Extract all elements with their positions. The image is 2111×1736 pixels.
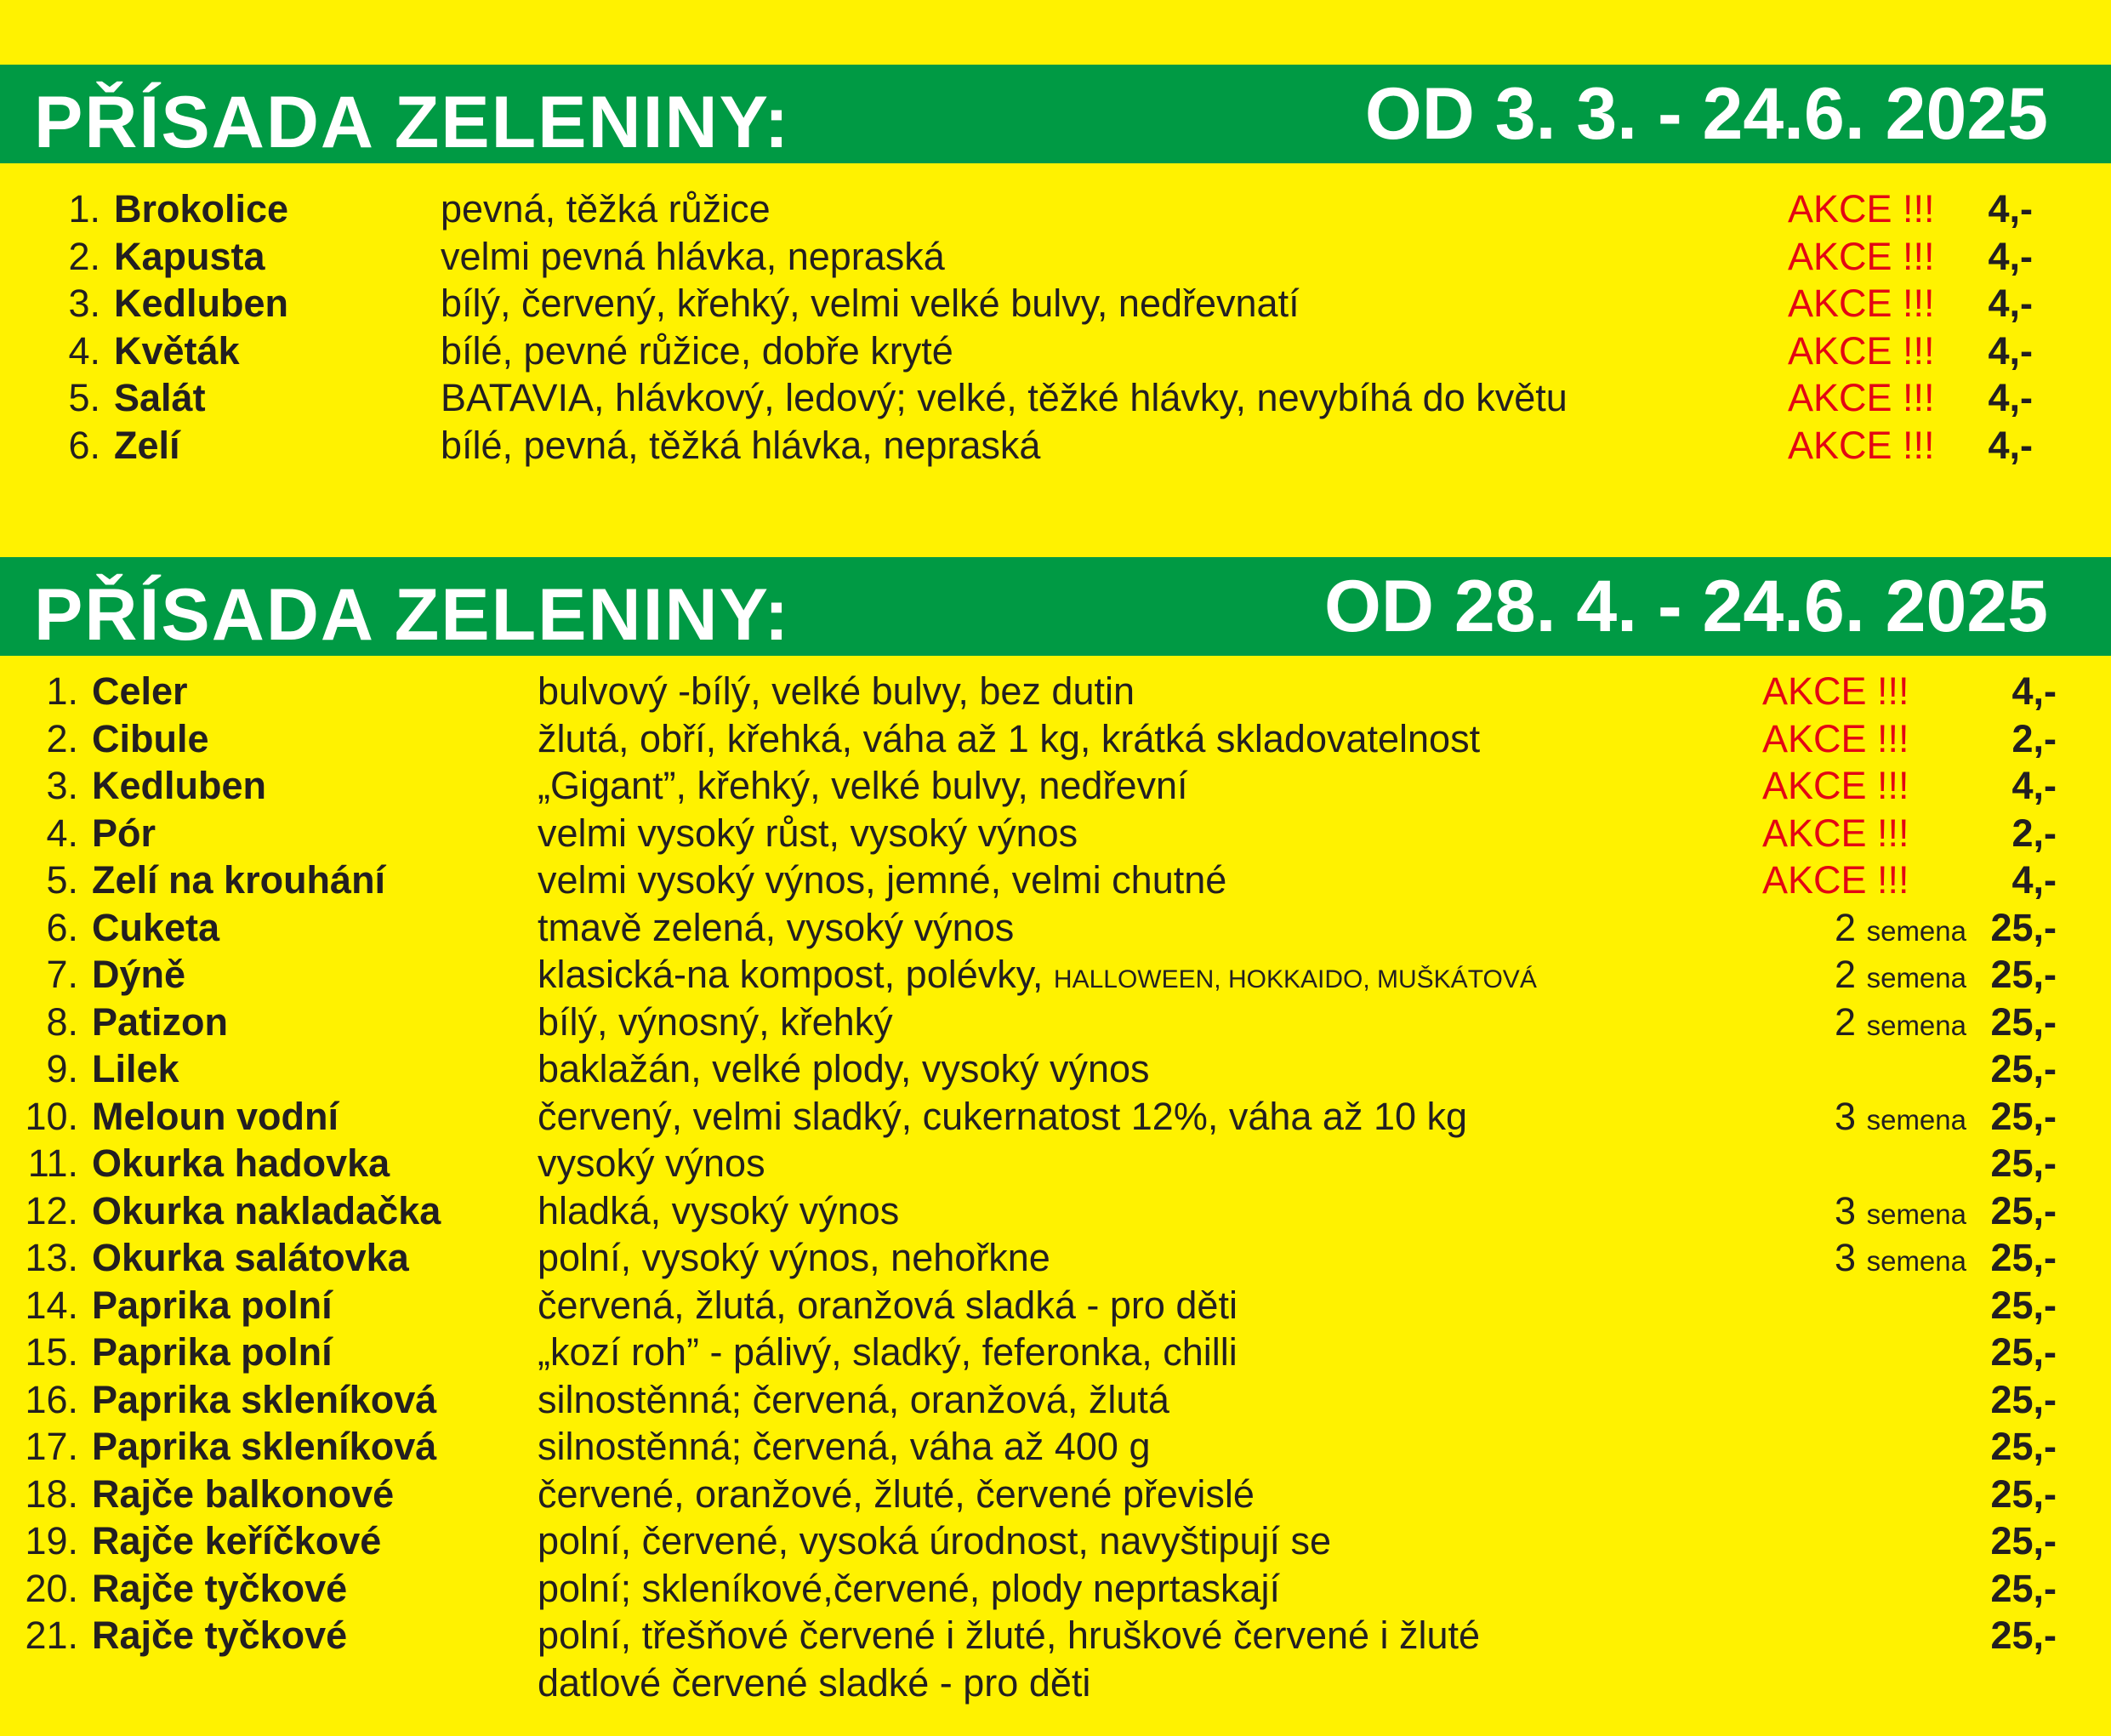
item-price: 4,- bbox=[1988, 282, 2033, 326]
item-description bbox=[538, 1329, 1238, 1375]
item-description bbox=[538, 1045, 1150, 1092]
promo-label: AKCE !!! bbox=[1762, 669, 1909, 713]
list-item bbox=[0, 1234, 2111, 1281]
item-number: 16. bbox=[25, 1377, 78, 1421]
item-price: 25,- bbox=[1990, 905, 2057, 949]
list-item bbox=[0, 374, 2111, 421]
seed-count bbox=[1744, 1093, 1966, 1143]
promo-label: AKCE !!! bbox=[1788, 376, 1935, 420]
item-price: 25,- bbox=[1990, 1614, 2057, 1657]
seed-count-number: 2 bbox=[1835, 999, 1857, 1044]
item-description bbox=[538, 1423, 1150, 1470]
list-item bbox=[0, 1140, 2111, 1187]
seed-count-word: semena bbox=[1866, 914, 1966, 947]
item-name: Brokolice bbox=[114, 187, 289, 231]
item-number: 3. bbox=[46, 764, 78, 807]
seed-count bbox=[1744, 1187, 1966, 1238]
item-description bbox=[441, 280, 1300, 327]
item-number: 1. bbox=[46, 669, 78, 713]
list-item bbox=[0, 1659, 2111, 1706]
promo-label: AKCE !!! bbox=[1762, 811, 1909, 855]
list-item bbox=[0, 185, 2111, 232]
item-price: 25,- bbox=[1990, 1283, 2057, 1327]
seed-count bbox=[1744, 999, 1966, 1049]
item-description-text: klasická-na kompost, polévky, bbox=[538, 953, 1044, 996]
item-description bbox=[538, 1659, 1090, 1706]
item-price: 25,- bbox=[1990, 1377, 2057, 1421]
item-description-text: pevná, těžká růžice bbox=[441, 187, 771, 231]
item-description bbox=[538, 1140, 765, 1187]
list-item bbox=[0, 999, 2111, 1045]
list-item bbox=[0, 904, 2111, 951]
item-description-text: datlové červené sladké - pro děti bbox=[538, 1660, 1091, 1705]
seed-count-word: semena bbox=[1866, 1009, 1966, 1041]
item-number: 2. bbox=[46, 716, 78, 760]
item-number: 20. bbox=[25, 1566, 78, 1610]
item-name: Rajče keříčkové bbox=[92, 1519, 382, 1562]
list-item bbox=[0, 1612, 2111, 1659]
item-price: 25,- bbox=[1990, 1094, 2057, 1138]
item-description bbox=[538, 1187, 899, 1234]
item-number: 6. bbox=[68, 424, 100, 467]
item-description bbox=[441, 327, 953, 374]
item-price: 25,- bbox=[1990, 1141, 2057, 1185]
item-name: Celer bbox=[92, 669, 188, 713]
item-name: Patizon bbox=[92, 999, 229, 1044]
item-name: Květák bbox=[114, 328, 240, 373]
item-number: 4. bbox=[68, 328, 100, 373]
item-description-text: bulvový -bílý, velké bulvy, bez dutin bbox=[538, 669, 1135, 713]
list-item bbox=[0, 1093, 2111, 1140]
seed-count-number: 2 bbox=[1835, 905, 1857, 949]
item-price: 2,- bbox=[2011, 811, 2057, 855]
item-name: Meloun vodní bbox=[92, 1094, 339, 1138]
item-description bbox=[538, 810, 1078, 857]
item-name: Zelí na krouhání bbox=[92, 858, 386, 902]
list-item bbox=[0, 857, 2111, 903]
item-price: 25,- bbox=[1990, 953, 2057, 996]
item-name: Okurka nakladačka bbox=[92, 1188, 441, 1232]
list-item bbox=[0, 233, 2111, 280]
item-price: 4,- bbox=[2011, 764, 2057, 807]
item-name: Kapusta bbox=[114, 234, 265, 278]
item-description bbox=[538, 951, 1537, 1003]
section-2-title: PŘÍSADA ZELENINY: bbox=[34, 574, 791, 656]
seed-count-number: 2 bbox=[1835, 953, 1857, 996]
item-description bbox=[538, 762, 1188, 809]
item-description bbox=[538, 1565, 1280, 1612]
item-description bbox=[538, 668, 1135, 714]
item-description bbox=[538, 857, 1226, 903]
list-item bbox=[0, 422, 2111, 469]
item-name: Lilek bbox=[92, 1047, 179, 1090]
item-number: 4. bbox=[46, 811, 78, 855]
list-item bbox=[0, 1423, 2111, 1470]
item-description-text: červený, velmi sladký, cukernatost 12%, váha až 10 kg bbox=[538, 1094, 1468, 1138]
item-description bbox=[538, 904, 1014, 951]
list-item bbox=[0, 1045, 2111, 1092]
list-item bbox=[0, 280, 2111, 327]
item-name: Kedluben bbox=[92, 764, 267, 807]
item-description-text: polní, červené, vysoká úrodnost, navyštipují se bbox=[538, 1519, 1332, 1562]
seed-count bbox=[1744, 951, 1966, 1001]
item-price: 25,- bbox=[1990, 999, 2057, 1044]
item-description-text: baklažán, velké plody, vysoký výnos bbox=[538, 1047, 1150, 1090]
list-item bbox=[0, 327, 2111, 374]
item-name: Dýně bbox=[92, 953, 186, 996]
item-number: 3. bbox=[68, 282, 100, 326]
promo-label: AKCE !!! bbox=[1788, 424, 1935, 467]
item-name: Rajče balkonové bbox=[92, 1471, 395, 1516]
seed-count-word: semena bbox=[1866, 1198, 1966, 1230]
item-number: 6. bbox=[46, 905, 78, 949]
section-1-header bbox=[0, 65, 2111, 163]
item-name: Paprika skleníková bbox=[92, 1377, 437, 1421]
item-number: 2. bbox=[68, 234, 100, 278]
item-price: 25,- bbox=[1990, 1425, 2057, 1468]
item-number: 11. bbox=[27, 1141, 78, 1185]
item-name: Okurka hadovka bbox=[92, 1141, 390, 1185]
item-name: Rajče tyčkové bbox=[92, 1566, 348, 1610]
item-description-text: velmi pevná hlávka, nepraská bbox=[441, 234, 945, 278]
item-description-text: bílý, výnosný, křehký bbox=[538, 999, 893, 1044]
item-description-text: žlutá, obří, křehká, váha až 1 kg, krátká skladovatelnost bbox=[538, 716, 1481, 760]
item-description-text: bílý, červený, křehký, velmi velké bulvy, nedřevnatí bbox=[441, 282, 1300, 326]
item-price: 25,- bbox=[1990, 1519, 2057, 1562]
item-description-note: HALLOWEEN, HOKKAIDO, MUŠKÁTOVÁ bbox=[1053, 965, 1537, 993]
section-1-date-range: OD 3. 3. - 24.6. 2025 bbox=[1364, 73, 2048, 155]
item-number: 12. bbox=[25, 1188, 78, 1232]
list-item bbox=[0, 1329, 2111, 1375]
seed-count-word: semena bbox=[1866, 1245, 1966, 1277]
section-2-header bbox=[0, 557, 2111, 656]
promo-label: AKCE !!! bbox=[1788, 328, 1935, 373]
item-number: 17. bbox=[25, 1425, 78, 1468]
item-description-text: červené, oranžové, žluté, červené převislé bbox=[538, 1471, 1255, 1516]
item-name: Paprika polní bbox=[92, 1330, 333, 1374]
list-item bbox=[0, 1471, 2111, 1517]
item-name: Zelí bbox=[114, 424, 180, 467]
item-description bbox=[538, 1612, 1480, 1659]
promo-label: AKCE !!! bbox=[1762, 764, 1909, 807]
item-price: 4,- bbox=[1988, 234, 2033, 278]
item-price: 25,- bbox=[1990, 1188, 2057, 1232]
item-description-text: hladká, vysoký výnos bbox=[538, 1188, 900, 1232]
list-item bbox=[0, 1376, 2111, 1423]
item-description-text: velmi vysoký výnos, jemné, velmi chutné bbox=[538, 858, 1227, 902]
item-number: 8. bbox=[46, 999, 78, 1044]
item-name: Salát bbox=[114, 376, 206, 420]
item-name: Cibule bbox=[92, 716, 209, 760]
list-item bbox=[0, 1517, 2111, 1564]
list-item bbox=[0, 668, 2111, 714]
item-price: 25,- bbox=[1990, 1047, 2057, 1090]
item-number: 10. bbox=[25, 1094, 78, 1138]
item-name: Kedluben bbox=[114, 282, 289, 326]
item-price: 25,- bbox=[1990, 1566, 2057, 1610]
list-item bbox=[0, 715, 2111, 762]
item-name: Cuketa bbox=[92, 905, 220, 949]
item-description bbox=[441, 185, 771, 232]
item-description-text: bílé, pevná, těžká hlávka, nepraská bbox=[441, 424, 1041, 467]
item-number: 18. bbox=[25, 1471, 78, 1516]
item-number: 14. bbox=[25, 1283, 78, 1327]
item-description bbox=[538, 715, 1480, 762]
list-item bbox=[0, 1565, 2111, 1612]
item-name: Okurka salátovka bbox=[92, 1236, 409, 1279]
item-description-text: „kozí roh” - pálivý, sladký, feferonka, chilli bbox=[538, 1330, 1238, 1374]
seed-count-number: 3 bbox=[1835, 1236, 1857, 1279]
item-price: 4,- bbox=[2011, 858, 2057, 902]
item-description bbox=[538, 1282, 1238, 1329]
promo-label: AKCE !!! bbox=[1788, 234, 1935, 278]
section-2-date-range: OD 28. 4. - 24.6. 2025 bbox=[1324, 566, 2048, 647]
list-item bbox=[0, 1282, 2111, 1329]
item-description bbox=[538, 1471, 1255, 1517]
item-number: 1. bbox=[68, 187, 100, 231]
item-description-text: polní, vysoký výnos, nehořkne bbox=[538, 1236, 1050, 1279]
item-description-text: BATAVIA, hlávkový, ledový; velké, těžké hlávky, nevybíhá do květu bbox=[441, 376, 1568, 420]
item-number: 5. bbox=[68, 376, 100, 420]
item-price: 25,- bbox=[1990, 1236, 2057, 1279]
item-description bbox=[441, 422, 1040, 469]
item-description bbox=[538, 1093, 1467, 1140]
item-price: 4,- bbox=[1988, 424, 2033, 467]
promo-label: AKCE !!! bbox=[1788, 282, 1935, 326]
item-price: 4,- bbox=[1988, 187, 2033, 231]
item-number: 13. bbox=[25, 1236, 78, 1279]
promo-label: AKCE !!! bbox=[1762, 858, 1909, 902]
item-description-text: silnostěnná; červená, oranžová, žlutá bbox=[538, 1377, 1169, 1421]
seed-count-word: semena bbox=[1866, 962, 1966, 993]
item-description-text: polní, třešňové červené i žluté, hruškové červené i žluté bbox=[538, 1614, 1481, 1657]
item-price: 25,- bbox=[1990, 1330, 2057, 1374]
item-number: 19. bbox=[25, 1519, 78, 1562]
item-description bbox=[538, 1517, 1331, 1564]
item-description-text: silnostěnná; červená, váha až 400 g bbox=[538, 1425, 1151, 1468]
item-description-text: velmi vysoký růst, vysoký výnos bbox=[538, 811, 1078, 855]
item-description-text: bílé, pevné růžice, dobře kryté bbox=[441, 328, 953, 373]
item-name: Rajče tyčkové bbox=[92, 1614, 348, 1657]
list-item bbox=[0, 951, 2111, 998]
item-description bbox=[538, 999, 893, 1045]
item-name: Pór bbox=[92, 811, 156, 855]
item-name: Paprika skleníková bbox=[92, 1425, 437, 1468]
seed-count-number: 3 bbox=[1835, 1094, 1857, 1138]
item-description-text: polní; skleníkové,červené, plody neprtaskají bbox=[538, 1566, 1280, 1610]
item-description bbox=[538, 1234, 1050, 1281]
item-name: Paprika polní bbox=[92, 1283, 333, 1327]
item-description-text: „Gigant”, křehký, velké bulvy, nedřevní bbox=[538, 764, 1188, 807]
item-description bbox=[538, 1376, 1169, 1423]
item-number: 9. bbox=[46, 1047, 78, 1090]
list-item bbox=[0, 762, 2111, 809]
promo-label: AKCE !!! bbox=[1788, 187, 1935, 231]
item-price: 4,- bbox=[2011, 669, 2057, 713]
item-description bbox=[441, 374, 1568, 421]
item-number: 21. bbox=[25, 1614, 78, 1657]
seed-count-word: semena bbox=[1866, 1103, 1966, 1136]
item-price: 4,- bbox=[1988, 376, 2033, 420]
list-item bbox=[0, 1187, 2111, 1234]
item-description-text: červená, žlutá, oranžová sladká - pro děti bbox=[538, 1283, 1238, 1327]
item-price: 4,- bbox=[1988, 328, 2033, 373]
promo-label: AKCE !!! bbox=[1762, 716, 1909, 760]
item-description bbox=[441, 233, 945, 280]
item-description-text: vysoký výnos bbox=[538, 1141, 765, 1185]
section-1-title: PŘÍSADA ZELENINY: bbox=[34, 82, 791, 163]
item-number: 5. bbox=[46, 858, 78, 902]
item-number: 7. bbox=[46, 953, 78, 996]
item-price: 2,- bbox=[2011, 716, 2057, 760]
item-description-text: tmavě zelená, vysoký výnos bbox=[538, 905, 1015, 949]
item-number: 15. bbox=[25, 1330, 78, 1374]
seed-count bbox=[1744, 904, 1966, 954]
list-item bbox=[0, 810, 2111, 857]
seed-count bbox=[1744, 1234, 1966, 1284]
item-price: 25,- bbox=[1990, 1471, 2057, 1516]
seed-count-number: 3 bbox=[1835, 1188, 1857, 1232]
